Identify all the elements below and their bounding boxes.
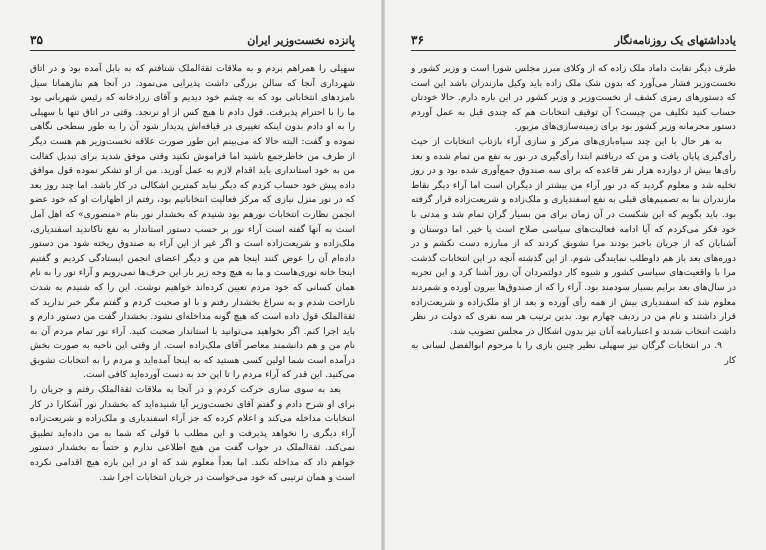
left-running-head — [30, 34, 355, 51]
right-page-number: ۳۶ — [411, 33, 424, 47]
right-running-title: یادداشتهای یک روزنامه‌نگار — [614, 34, 736, 47]
right-paragraph-3: ۹. در انتخابات گرگان نیز سهیلی نظیر چنین بازی را با مرحوم ابوالفضل لسانی به کار — [411, 341, 736, 366]
left-text-block — [30, 62, 355, 485]
left-page-number: ۳۵ — [30, 33, 43, 47]
right-page — [383, 0, 766, 550]
right-running-head — [411, 34, 736, 51]
left-paragraph-2: بعد به سوی ساری حرکت کردم و در آنجا به ملاقات ثقةالملک رفتم و جریان را برای او شرح دادم و گفتم آقای نخست‌وزیر آیا شنیده‌اید که بخشدار نور آشکارا در کار انتخابات مداخله می‌کند و اعلام کرده که جز آراء اسفندیاری و ملک‌زاده و شریعت‌زاده آراء دیگری را نخواهد پذیرفت و این مطلب با قولی که شما به من داده‌اید تطبیق نمی‌کند. ثقةالملک در جواب گفت من هیچ اطلاعی ندارم و حتماً به بخشدار دستور خواهم داد که مداخله نکند. اما بعداً معلوم شد که او در این باره هیچ اقدامی نکرده است و همان ترتیبی که خود می‌خواست در جریان انتخابات اجرا شد. — [30, 385, 355, 483]
left-running-title: پانزده نخست‌وزیر ایران — [247, 34, 355, 47]
right-text-block — [411, 62, 736, 368]
left-paragraph-1: سهیلی را همراهم بردم و به ملاقات ثقةالملک شتافتم که به بابل آمده بود و در اتاق شهرداری آنجا که سالن بزرگی داشت پذیرایی می‌نمود. در آنجا هم بنازهمانا سیل نامزدهای انتخاباتی بود که به چشم خود دیدیم و آقای زرادخانه که رئیس شهربانی بود ما را با احترام پذیرفت. قول دادم تا هیچ کس از او نرنجد. وقتی در اتاق تنها با سهیلی را به او دادم بدون اینکه تغییری در قیافه‌اش پدیدار شود آن را به طور سطحی نگاهی نموده و گفت: البته حالا که می‌بینم این طور صورت علاقه نخست‌وزیر هم هست دیگر از طرف من خاطرجمع باشید اما فراموش نکنید وقتی موفق شدید برای تبدیل کفالت من به خود استانداری باید اقدام لازم به عمل آورید. من از او تشکر نموده قول موافق داده پیش خود حساب کردم که دیگر نباید کمترین اشکالی در کار باشد. اما چند روز بعد که در نور منزل نیازی که مرکز فعالیت انتخاباتیم بود، رفتم از اظهارات او که خود عضو انجمن نظارت انتخابات نورهم بود شنیدم که بخشدار نور بنام «منصوری» که اهل آمل است به آنها گفته است آراء نور بر حسب دستور استاندار به نفع ناکاندید اسفندیاری، ملک‌زاده و شریعت‌زاده است و اگر غیر از این آراء به صندوق ریخته شود من دستور داده‌ام آن را عوض کنند اینجا هم من و دیگر اعضای انجمن ایستادگی کردیم و گفتیم اینجا خانه نوری‌هاست و ما به هیچ وجه زیر بار این حرف‌ها نمی‌رویم و آراء نور را به نام همان کسانی که خود مردم تعیین کرده‌اند خواهیم نوشت. این را که شنیدم به شدت ناراحت شدم و به سراغ بخشدار رفتم و با او صحبت کردم و گفتم مگر خبر ندارید که ثقةالملک قول داده است که هیچ گونه مداخله‌ای نشود. بخشدار گفت من دستور دارم و باید اجرا کنم. اگر بخواهید می‌توانید با استاندار صحبت کنید. آراء نور تمام مردم آن به نام من و هم دانشمند معاصر آقای ملک‌زاده است. از وقتی این ناحیه به صورت بخش درآمده است شما اولین کسی هستید که به اینجا آمده‌اید و مردم را به انتخابات تشویق می‌کنید. این قدر که آراء مردم را تا این حد به دست آورده‌اید کافی است. — [30, 64, 355, 381]
right-paragraph-1: طرف دیگر نقابت داماد ملک زاده که از وکلای مبرز مجلس شورا است و وزیر کشور و نخست‌وزیر فشار می‌آورد که بدون شک ملک زاده باید وکیل مازندران باشد این است که دستورهای رمزی کشف از نخست‌وزیر و وزیر کشور در این باره دارم. حالا خودتان حساب کنید تکلیف من چیست؟ آن توقیف انتخابات هم که چندی قبل به عمل آوردم دستور محرمانه وزیر کشور بود برای زمینه‌سازی‌های مزبور. — [411, 64, 736, 133]
right-paragraph-2: به هر حال با این چند سیاه‌بازی‌های مرکز و سازی آراء بازتاب انتخابات از حیث رأی‌گیری پایان یافت و من که دریافتم ابتدا رأی‌گیری در نور به نفع من تمام شده و بعد رأی‌ها بیش از دوازده هزار نفر قاعده که برای سه صندوق جمع‌آوری شده بود و در روز تخلیه شد و معلوم گردید که در نور آراء من بیشتر از دیگران است اما آراء دیگر نقاط مازندران بنا به تصمیم‌های قبلی به نفع اسفندیاری و ملک‌زاده و شریعت‌زاده قرار گرفته بود. باید بگویم که این شکست در آن زمان برای من بسیار گران تمام شد و مدتی با خود فکر می‌کردم که آیا ادامه فعالیت‌های سیاسی صلاح است یا خیر. اما دوستان و آشنایان که از جریان باخبر بودند مرا تشویق کردند که از مبارزه دست نکشم و در دوره‌های بعد باز هم داوطلب نمایندگی شوم. از این گذشته آنچه در این انتخابات گذشت مرا با واقعیت‌های سیاسی کشور و شیوه کار دولتمردان آن روز آشنا کرد و این تجربه در سال‌های بعد برایم بسیار سودمند بود. آراء را که از صندوق‌ها بیرون آورده و شمردند معلوم شد که اسفندیاری بیش از همه رأی آورده و بعد از او ملک‌زاده و شریعت‌زاده قرار داشتند و نام من در ردیف چهارم بود. بدین ترتیب هر سه نفری که دولت در نظر داشت انتخاب شدند و اعتبارنامه آنان نیز بدون اشکال در مجلس تصویب شد. — [411, 136, 736, 337]
